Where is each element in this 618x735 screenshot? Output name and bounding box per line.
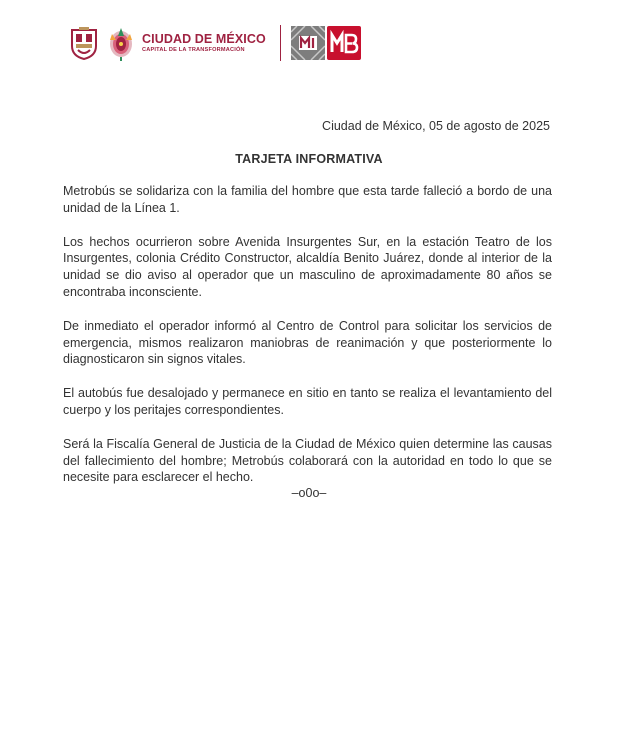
government-tagline: CAPITAL DE LA TRANSFORMACIÓN: [142, 47, 245, 53]
cdmx-crest-icon: [70, 26, 98, 60]
paragraph: El autobús fue desalojado y permanece en sitio en tanto se realiza el levantamiento del cuerpo y los peritajes correspondientes.: [63, 386, 552, 417]
paragraph: Los hechos ocurrieron sobre Avenida Insurgentes Sur, en la estación Teatro de los Insurgentes, colonia Crédito Constructor, alcaldía Benito Juárez, donde al interior de la unidad se dio aviso al operador que un masculino de aproximadamente 80 años se encontraba inconsciente.: [63, 234, 552, 299]
document-title: TARJETA INFORMATIVA: [235, 152, 383, 166]
paragraph: Metrobús se solidariza con la familia del hombre que esta tarde falleció a bordo de una unidad de la Línea 1.: [63, 184, 552, 215]
movilidad-mi-icon: [291, 26, 325, 60]
closing-mark: –o0o–: [291, 486, 327, 500]
body-text: [63, 183, 552, 503]
header-divider: [280, 25, 281, 61]
cdmx-flower-icon: [106, 24, 136, 62]
government-wordmark: [142, 32, 266, 54]
government-name: CIUDAD DE MÉXICO: [142, 32, 266, 46]
paragraph: De inmediato el operador informó al Centro de Control para solicitar los servicios de emergencia, mismos realizaron maniobras de reanimación y que posteriormente lo diagnosticaron sin signos vitales.: [63, 318, 552, 367]
date-line: Ciudad de México, 05 de agosto de 2025: [322, 119, 550, 133]
metrobus-mb-icon: [327, 26, 361, 60]
letterhead: [70, 22, 361, 64]
paragraph: Será la Fiscalía General de Justicia de la Ciudad de México quien determine las causas del fallecimiento del hombre; Metrobús colaborará con la autoridad en todo lo que se necesite para esclarecer el hecho.: [63, 436, 552, 485]
